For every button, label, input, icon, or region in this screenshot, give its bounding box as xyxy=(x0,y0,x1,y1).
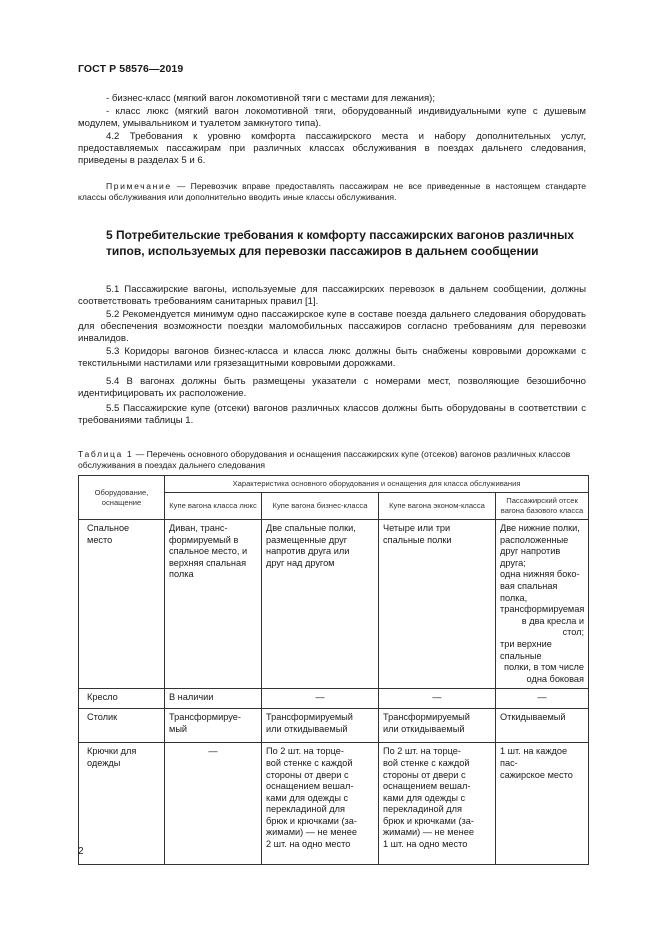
business-cell: — xyxy=(262,689,379,709)
note-text: — Перевозчик вправе предоставлять пассажирам не все приведенные в настоящем стандарте классы обслуживания или дополнительно вводить иные классы обслуживания. xyxy=(78,181,586,203)
economy-cell: Четыре или три спальные полки xyxy=(379,520,496,689)
economy-cell: Трансформируемый или откидываемый xyxy=(379,709,496,743)
table-caption-text: — Перечень основного оборудования и оснащения пассажирских купе (отсеков) вагонов различных классов обслуживания в поездах дальнего следования xyxy=(78,449,571,471)
economy-cell: — xyxy=(379,689,496,709)
economy-cell: По 2 шт. на торце- вой стенке с каждой стороны от двери с оснащением вешал- ками для одежды с перекладиной для брюк и крючками (за- жимами) — не менее 1 шт. на одно место xyxy=(379,743,496,865)
table-header-group: Характеристика основного оборудования и оснащения для класса обслуживания xyxy=(165,476,589,493)
paragraph-5-5: 5.5 Пассажирские купе (отсеки) вагонов различных классов должны быть оборудованы в соответствии с требованиями таблицы 1. xyxy=(78,403,586,427)
business-cell: По 2 шт. на торце- вой стенке с каждой стороны от двери с оснащением вешал- ками для одежды с перекладиной для брюк и крючками (за- жимами) — не менее 2 шт. на одно место xyxy=(262,743,379,865)
paragraph-lux-class: - класс люкс (мягкий вагон локомотивной тяги, оборудованный индивидуальными купе с душевым модулем, умывальником и туалетом замкнутого типа). xyxy=(78,106,586,130)
basic-cell: 1 шт. на каждое пас- сажирское место xyxy=(496,743,589,865)
equipment-table xyxy=(78,475,589,865)
business-cell: Трансформируемый или откидываемый xyxy=(262,709,379,743)
row-name-cell: Спальное место xyxy=(79,520,165,689)
table-header-equipment: Оборудование, оснащение xyxy=(79,476,165,520)
lux-cell: Диван, транс- формируемый в спальное место, и верхняя спальная полка xyxy=(165,520,262,689)
table-row xyxy=(79,689,589,709)
table-row xyxy=(79,743,589,865)
paragraph-4-2: 4.2 Требования к уровню комфорта пассажирского места и набору дополнительных услуг, предоставляемых пассажирам при различных классах обслуживания в поездах дальнего следования, приведены в разделах 5 и 6. xyxy=(78,131,586,167)
table-caption xyxy=(78,449,588,472)
basic-cell: Откидываемый xyxy=(496,709,589,743)
basic-cell: Две нижние полки, расположенные друг напротив друга; одна нижняя боко- вая спальная полка, трансформируемая в два кресла и стол; три верхние спальные полки, в том числе одна боковая xyxy=(496,520,589,689)
paragraph-5-4: 5.4 В вагонах должны быть размещены указатели с номерами мест, позволяющие безошибочно идентифицировать их расположение. xyxy=(78,376,586,400)
lux-cell: Трансформируе- мый xyxy=(165,709,262,743)
row-name-cell: Крючки для одежды xyxy=(79,743,165,865)
table-header-business: Купе вагона бизнес-класса xyxy=(262,493,379,520)
table-header-lux: Купе вагона класса люкс xyxy=(165,493,262,520)
row-name-cell: Кресло xyxy=(79,689,165,709)
row-name-cell: Столик xyxy=(79,709,165,743)
section-title: 5 Потребительские требования к комфорту пассажирских вагонов различных типов, используемых для перевозки пассажиров в дальнем сообщении xyxy=(106,228,575,258)
paragraph-business-class: - бизнес-класс (мягкий вагон локомотивной тяги с местами для лежания); xyxy=(106,93,436,104)
note-label: Примечание xyxy=(106,181,172,191)
note xyxy=(78,181,586,204)
paragraph-5-1: 5.1 Пассажирские вагоны, используемые для пассажирских перевозок в дальнем сообщении, должны соответствовать требованиям санитарных правил [1]. xyxy=(78,284,586,308)
paragraph-5-3: 5.3 Коридоры вагонов бизнес-класса и класса люкс должны быть снабжены ковровыми дорожками с текстильными настилами или грязезащитными ковровыми дорожками. xyxy=(78,346,586,370)
table-row xyxy=(79,520,589,689)
page-number: 2 xyxy=(78,846,84,857)
basic-cell: — xyxy=(496,689,589,709)
table-caption-label: Таблица 1 xyxy=(78,449,134,459)
lux-cell: В наличии xyxy=(165,689,262,709)
table-header-basic: Пассажирский отсек вагона базового класса xyxy=(496,493,589,520)
business-cell: Две спальные полки, размещенные друг напротив друга или друг над другом xyxy=(262,520,379,689)
lux-cell: — xyxy=(165,743,262,865)
document-header: ГОСТ Р 58576—2019 xyxy=(78,63,184,75)
table-row xyxy=(79,709,589,743)
paragraph-5-2: 5.2 Рекомендуется минимум одно пассажирское купе в составе поезда дальнего следования оборудовать для обеспечения возможности поездки маломобильных пассажиров согласно требованиям для перевозки инвалидов. xyxy=(78,309,586,345)
table-header-economy: Купе вагона эконом-класса xyxy=(379,493,496,520)
